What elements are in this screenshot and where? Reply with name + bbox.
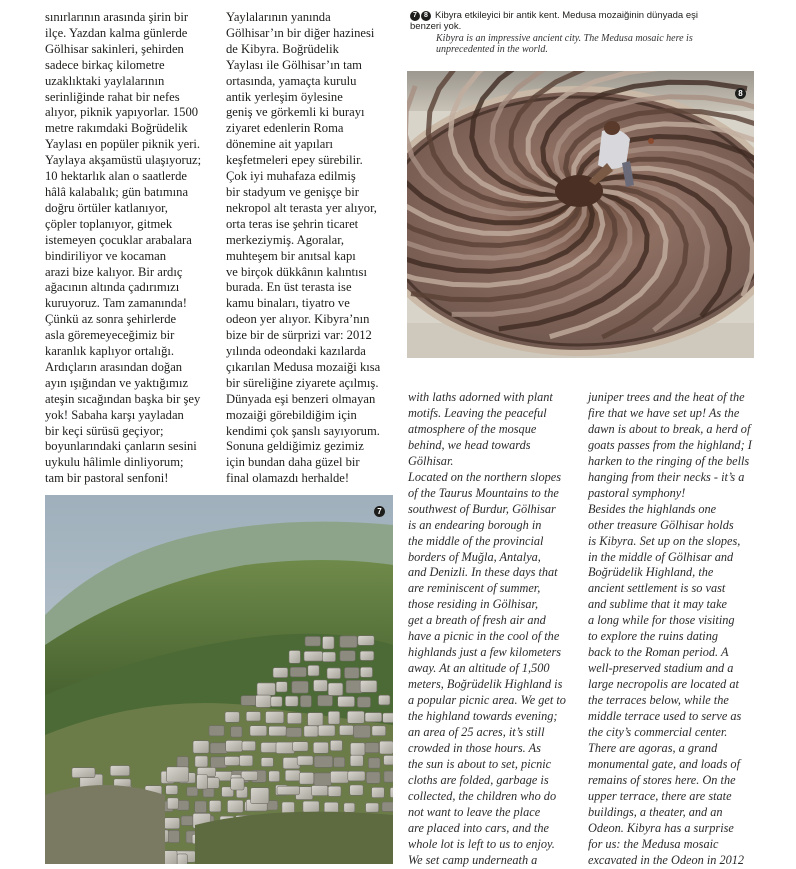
- article-column-en-1: with laths adorned with plant motifs. Leaving the peaceful atmosphere of the mosque behind, we head towards Gölhisar. Located on the northern slopes of the Taurus Mountains to the southwest of Burdur, Gölhisar is an endearing borough in the middle of the provincial borders of Muğla, Antalya, and Denizli. In these days that are reminiscent of summer, those residing in Gölhisar, get a breath of fresh air and have a picnic in the cool of the highlands just a few kilometers away. At an altitude of 1,500 meters, Boğrüdelik Highland is a popular picnic area. We get to the highland towards evening; an area of 25 acres, it’s still crowded in those hours. As the sun is about to set, picnic cloths are folded, garbage is collected, the children who do not want to leave the place are placed into cars, and the whole lot is left to us to enjoy. We set camp underneath a: [408, 390, 566, 867]
- caption-english: Kibyra is an impressive ancient city. The Medusa mosaic here is unprecedented in the world.: [436, 32, 693, 56]
- article-column-tr-1: sınırlarının arasında şirin bir ilçe. Yazdan kalma günlerde Gölhisar sakinleri, şehirden sadece birkaç kilometre uzaklıktaki yaylalarının serinliğinde rahat bir nefes alıyor, piknik yapıyorlar. 1500 metre rakımdaki Boğrüdelik Yaylası en popüler piknik yeri. Yaylaya akşamüstü ulaşıyoruz; 10 hektarlık alan o saatlerde hâlâ kalabalık; gün batımına doğru örtüler katlanıyor, çöpler toplanıyor, gitmek istemeyen çocuklar arabalara bindiriliyor ve kocaman arazi bize kalıyor. Bir ardıç ağacının altında çadırımızı kuruyoruz. Tam zamanında! Çünkü az sonra şehirlerde asla göremeyeceğimiz bir karanlık kaplıyor ortalığı. Ardıçların arasından doğan ayın ışığından ve yaktığımız ateşin sıcağından başka bir şey yok! Sabaha karşı yayladan bir keçi sürüsü geçiyor; boyunlarındaki çanların sesini uykulu hâlimle dinliyorum; tam bir pastoral senfoni!: [45, 10, 202, 486]
- kibyra-ruins-photo: [45, 495, 393, 864]
- medusa-mosaic-image: [407, 71, 754, 358]
- caption-badge-7: 7: [410, 11, 420, 21]
- medusa-mosaic-photo: [407, 71, 754, 358]
- article-column-en-2: juniper trees and the heat of the fire that we have set up! As the dawn is about to break, a herd of goats passes from the highland; I harken to the ringing of the bells hanging from their necks - it’s a pastoral symphony! Besides the highlands one other treasure Gölhisar holds is Kibyra. Set up on the slopes, in the middle of Gölhisar and Boğrüdelik Highland, the ancient settlement is so vast and sublime that it may take a long while for those visiting to explore the ruins dating back to the Roman period. A well-preserved stadium and a large necropolis are located at the terraces below, while the middle terrace used to serve as the city’s commercial center. There are agoras, a grand monumental gate, and loads of remains of stores here. On the upper terrace, there are state buildings, a theater, and an Odeon. Kibyra has a surprise for us: the Medusa mosaic excavated in the Odeon in 2012: [588, 390, 752, 867]
- photo-caption: [410, 10, 755, 56]
- caption-turkish: Kibyra etkileyici bir antik kent. Medusa mozaiğinin dünyada eşi benzeri yok.: [410, 10, 698, 33]
- kibyra-ruins-image: [45, 495, 393, 864]
- caption-badge-8: 8: [421, 11, 431, 21]
- article-column-tr-2: Yaylalarının yanında Gölhisar’ın bir diğer hazinesi de Kibyra. Boğrüdelik Yaylası ile Gölhisar’ın tam ortasında, yamaçta kurulu antik yerleşim öylesine geniş ve görkemli ki burayı ziyaret edenlerin Roma dönemine ait yapıları keşfetmeleri epey sürebilir. Çok iyi muhafaza edilmiş bir stadyum ve genişçe bir nekropol alt terasta yer alıyor, orta teras ise şehrin ticaret merkeziymiş. Agoralar, muhteşem bir anıtsal kapı ve birçok dükkânın kalıntısı burada. En üst terasta ise kamu binaları, tiyatro ve odeon yer alıyor. Kibyra’nın bize bir de sürprizi var: 2012 yılında odeondaki kazılarda çıkarılan Medusa mozaiği kısa bir süreliğine ziyarete açılmış. Dünyada eşi benzeri olmayan mozaiği görebildiğim için kendimi çok şanslı sayıyorum. Sonuna geldiğimiz gezimiz için bundan daha güzel bir final olamazdı herhalde!: [226, 10, 381, 486]
- photo-badge-7: 7: [374, 506, 385, 517]
- photo-badge-8: 8: [735, 88, 746, 99]
